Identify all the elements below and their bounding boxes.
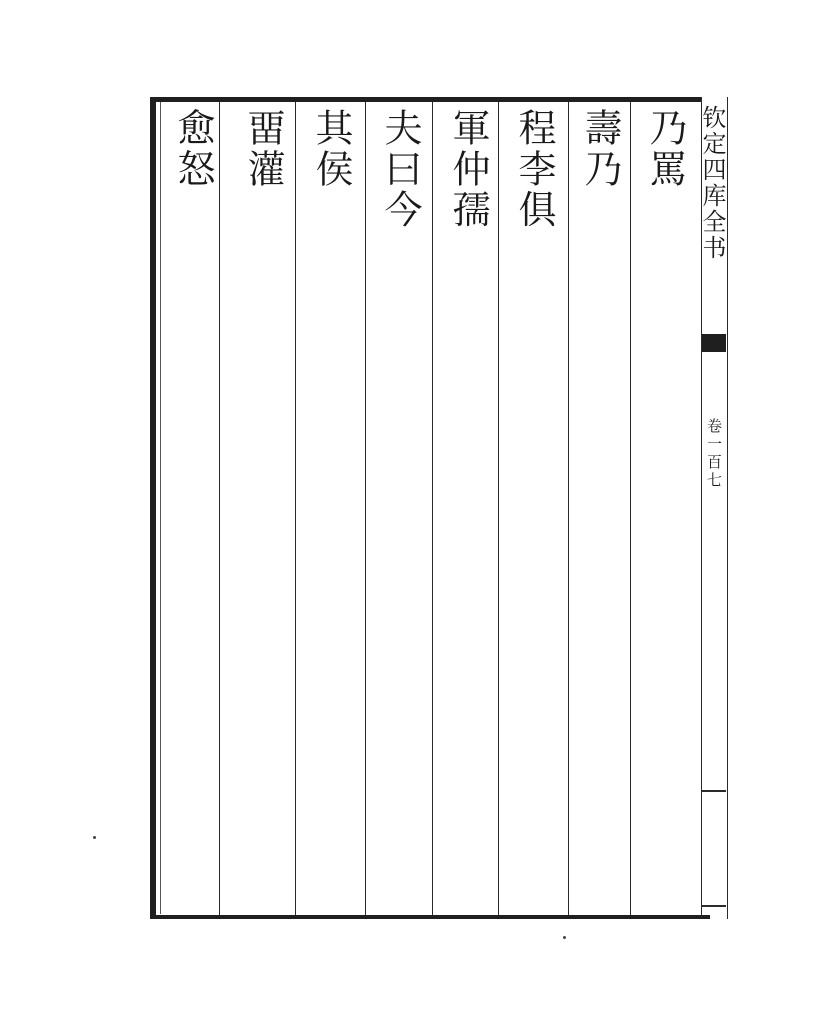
scan-speck: [563, 936, 566, 939]
main-text: 夫曰今: [378, 108, 422, 231]
frame-bottom-border: [150, 915, 710, 919]
banxin-divider: [702, 905, 726, 907]
text-column-2: [572, 108, 628, 914]
main-text: 程李俱: [512, 108, 556, 231]
text-column-5: [372, 108, 428, 914]
text-column-7: [235, 108, 291, 914]
banxin-title: 钦定四库全书: [698, 105, 726, 261]
juan-number: 卷一百七: [705, 418, 723, 490]
column-text: 畱灌: [241, 108, 285, 190]
column-text: [372, 108, 428, 914]
banxin-right-rule: [727, 97, 728, 919]
text-column-3: [506, 108, 562, 914]
column-rule: [568, 102, 569, 915]
column-text: [506, 108, 562, 914]
column-rule: [295, 102, 296, 915]
column-text: 壽乃: [578, 108, 622, 190]
frame-top-border: [150, 97, 702, 102]
text-column-6: [303, 108, 359, 914]
frame-inner-left-line: [160, 102, 161, 914]
text-column-4: [440, 108, 496, 914]
main-text: 軍仲孺: [446, 108, 490, 231]
column-text: [440, 108, 496, 914]
text-column-8: [165, 108, 221, 914]
text-column-1: [637, 108, 693, 914]
column-text: 其侯: [309, 108, 353, 190]
column-rule: [432, 102, 433, 915]
column-rule: [630, 102, 631, 915]
column-rule: [365, 102, 366, 915]
column-text: 乃罵: [643, 108, 687, 190]
column-text: 愈怒: [171, 108, 215, 190]
frame-left-border: [150, 97, 156, 919]
scan-speck: [93, 836, 96, 839]
fish-tail-mark: [702, 334, 726, 352]
banxin-divider: [702, 790, 726, 792]
column-rule: [498, 102, 499, 915]
